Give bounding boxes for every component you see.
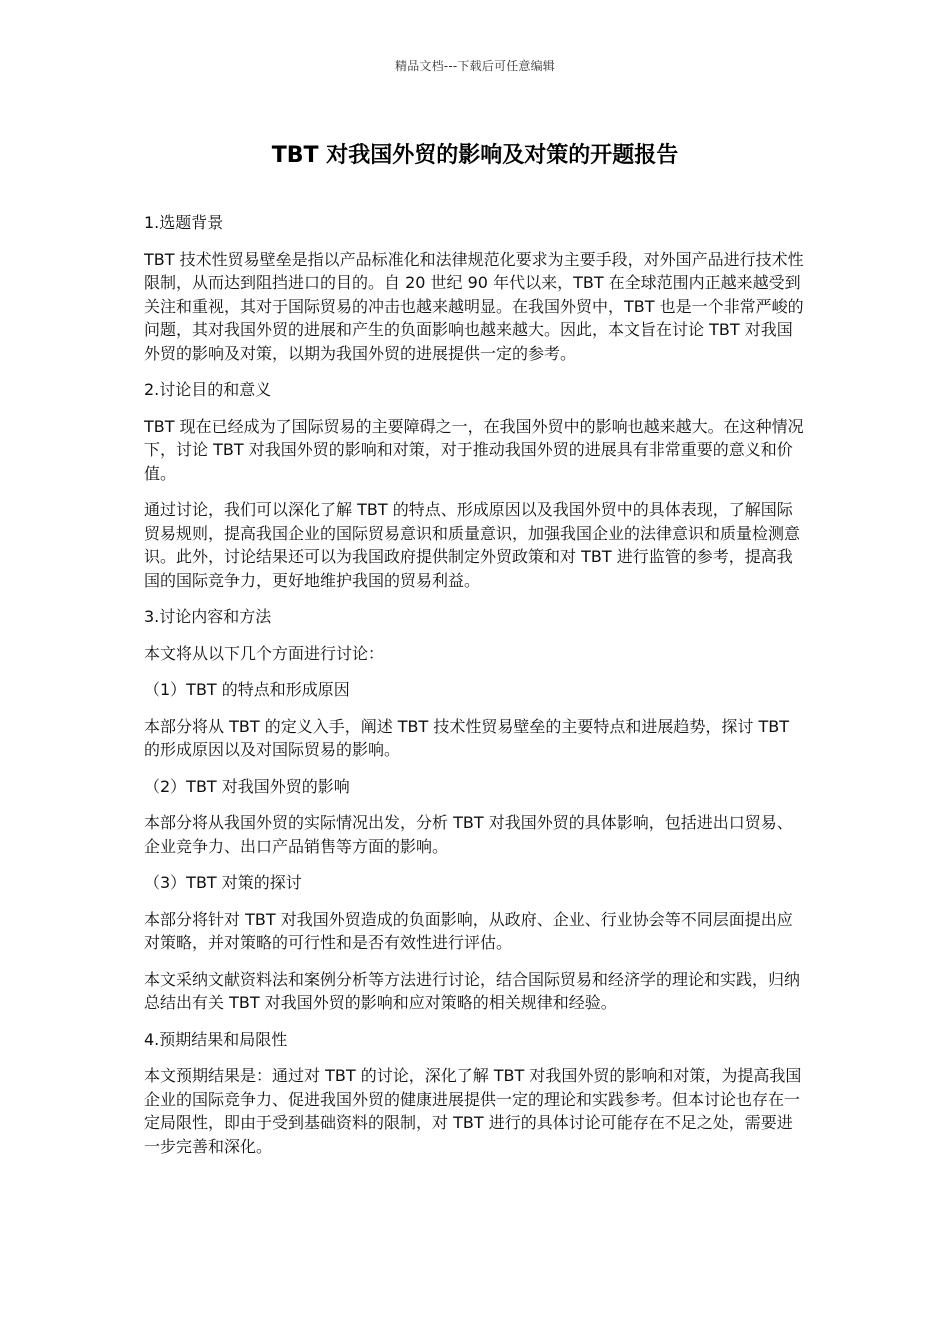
section-background-paragraph: TBT 技术性贸易壁垒是指以产品标准化和法律规范化要求为主要手段，对外国产品进行技术性限制，从而达到阻挡进口的目的。自 20 世纪 90 年代以来，TBT 在全球范围内正越来越受到关注和重视，其对于国际贸易的冲击也越来越明显。在我国外贸中，TBT 也是一个非常严峻的问题，其对我国外贸的进展和产生的负面影响也越来越大。因此，本文旨在讨论 TBT 对我国外贸的影响及对策，以期为我国外贸的进展提供一定的参考。 [144, 249, 804, 363]
document-title: TBT 对我国外贸的影响及对策的开题报告 [271, 143, 679, 168]
content-item-1-title: （1）TBT 的特点和形成原因 [144, 680, 350, 699]
section-purpose-paragraph-1: TBT 现在已经成为了国际贸易的主要障碍之一，在我国外贸中的影响也越来越大。在这种情况下，讨论 TBT 对我国外贸的影响和对策，对于推动我国外贸的进展具有非常重要的意义和价值。 [144, 416, 804, 483]
section-purpose-paragraph-2: 通过讨论，我们可以深化了解 TBT 的特点、形成原因以及我国外贸中的具体表现，了解国际贸易规则，提高我国企业的国际贸易意识和质量意识，加强我国企业的法律意识和质量检测意识。此外，讨论结果还可以为我国政府提供制定外贸政策和对 TBT 进行监管的参考，提高我国的国际竞争力，更好地维护我国的贸易利益。 [144, 500, 801, 590]
document-body [144, 211, 806, 1171]
content-item-2-text: 本部分将从我国外贸的实际情况出发，分析 TBT 对我国外贸的具体影响，包括进出口贸易、企业竞争力、出口产品销售等方面的影响。 [144, 813, 793, 856]
content-item-3-text: 本部分将针对 TBT 对我国外贸造成的负面影响，从政府、企业、行业协会等不同层面提出应对策略，并对策略的可行性和是否有效性进行评估。 [144, 909, 793, 952]
page-header: 精品文档---下载后可任意编辑 [395, 59, 555, 73]
section-results-paragraph: 本文预期结果是：通过对 TBT 的讨论，深化了解 TBT 对我国外贸的影响和对策，为提高我国企业的国际竞争力、促进我国外贸的健康进展提供一定的理论和实践参考。但本讨论也存在一定局限性，即由于受到基础资料的限制，对 TBT 进行的具体讨论可能存在不足之处，需要进一步完善和深化。 [144, 1066, 802, 1156]
section-heading-background: 1.选题背景 [144, 213, 224, 232]
section-heading-content-method: 3.讨论内容和方法 [144, 607, 272, 626]
section-method-paragraph: 本文采纳文献资料法和案例分析等方法进行讨论，结合国际贸易和经济学的理论和实践，归纳总结出有关 TBT 对我国外贸的影响和应对策略的相关规律和经验。 [144, 969, 801, 1012]
section-heading-purpose: 2.讨论目的和意义 [144, 380, 272, 399]
content-item-1-text: 本部分将从 TBT 的定义入手，阐述 TBT 技术性贸易壁垒的主要特点和进展趋势，探讨 TBT 的形成原因以及对国际贸易的影响。 [144, 716, 790, 759]
content-item-2-title: （2）TBT 对我国外贸的影响 [144, 776, 350, 796]
section-content-intro: 本文将从以下几个方面进行讨论： [144, 643, 385, 663]
content-item-3-title: （3）TBT 对策的探讨 [144, 873, 302, 892]
section-heading-results: 4.预期结果和局限性 [144, 1029, 288, 1049]
